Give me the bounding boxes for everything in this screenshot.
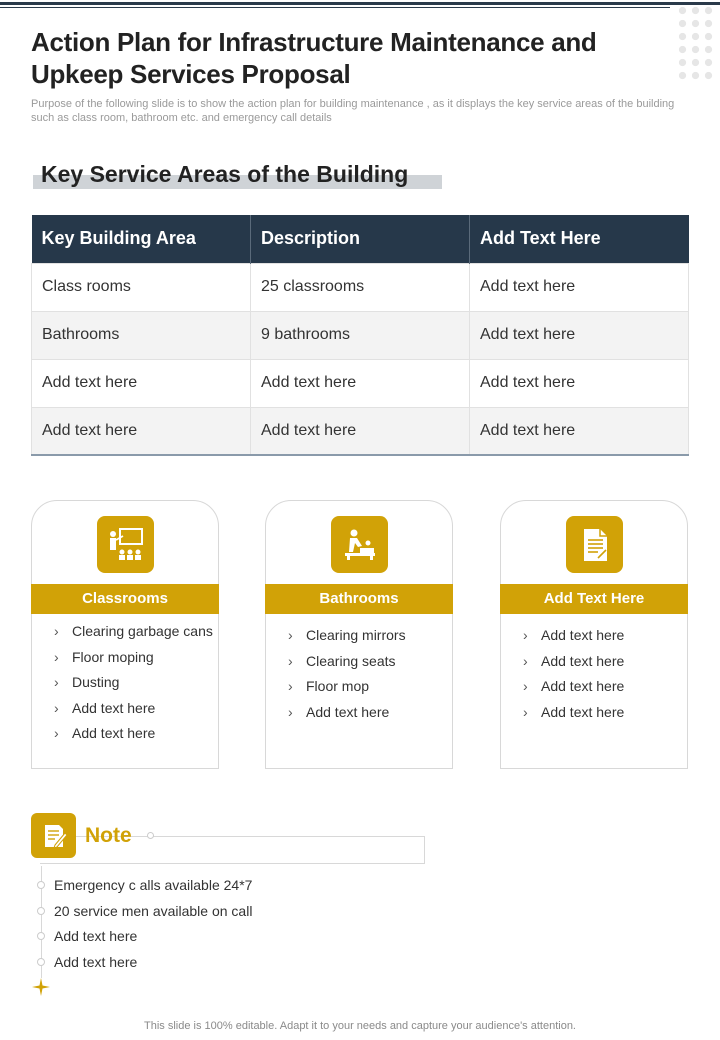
card-title: Bathrooms xyxy=(265,584,453,614)
list-item: Add text here xyxy=(54,927,252,953)
list-item: › Clearing seats xyxy=(288,652,448,670)
list-item: › Add text here xyxy=(523,626,683,644)
list-item: › Add text here xyxy=(288,703,448,721)
list-item: › Clearing mirrors xyxy=(288,626,448,644)
decorative-dots xyxy=(676,4,716,80)
table-header-row xyxy=(32,215,689,263)
table-cell: Add text here xyxy=(251,407,470,455)
table-cell: Add text here xyxy=(470,263,689,311)
table-header-cell: Key Building Area xyxy=(32,215,251,263)
list-item: › Add text here xyxy=(523,652,683,670)
table-row xyxy=(32,311,689,359)
table-row xyxy=(32,359,689,407)
table-row xyxy=(32,407,689,455)
table-row xyxy=(32,263,689,311)
bathrooms-card xyxy=(265,500,453,769)
list-item: Add text here xyxy=(54,953,252,979)
note-icon xyxy=(31,813,76,858)
document-icon xyxy=(566,516,623,573)
table-cell: Class rooms xyxy=(32,263,251,311)
list-item: › Dusting xyxy=(54,673,214,691)
table-cell: 25 classrooms xyxy=(251,263,470,311)
footer-text: This slide is 100% editable. Adapt it to your needs and capture your audience's attention. xyxy=(144,1020,576,1032)
table-cell: Add text here xyxy=(32,407,251,455)
top-rule-thin xyxy=(0,7,670,8)
card-title: Add Text Here xyxy=(500,584,688,614)
list-item: › Clearing garbage cans xyxy=(54,622,214,640)
list-item: 20 service men available on call xyxy=(54,902,252,928)
card-title: Classrooms xyxy=(31,584,219,614)
table-cell: 9 bathrooms xyxy=(251,311,470,359)
card-list xyxy=(523,626,683,728)
note-connector-dot xyxy=(147,832,154,839)
classroom-icon xyxy=(97,516,154,573)
table-cell: Add text here xyxy=(32,359,251,407)
bathroom-icon xyxy=(331,516,388,573)
table-header-cell: Description xyxy=(251,215,470,263)
sparkle-icon xyxy=(31,977,51,997)
list-item: › Floor mop xyxy=(288,677,448,695)
table-header-cell: Add Text Here xyxy=(470,215,689,263)
table-cell: Add text here xyxy=(470,311,689,359)
card-list xyxy=(54,622,214,750)
section-heading xyxy=(33,161,442,191)
list-item: › Add text here xyxy=(523,703,683,721)
table-cell: Bathrooms xyxy=(32,311,251,359)
list-item: › Add text here xyxy=(54,724,214,742)
list-item: › Add text here xyxy=(523,677,683,695)
list-item: Emergency c alls available 24*7 xyxy=(54,876,252,902)
table-cell: Add text here xyxy=(470,407,689,455)
table-cell: Add text here xyxy=(470,359,689,407)
list-item: › Add text here xyxy=(54,699,214,717)
page-title: Action Plan for Infrastructure Maintenance and Upkeep Services Proposal xyxy=(31,27,597,89)
service-areas-table xyxy=(31,215,689,456)
page-subtitle: Purpose of the following slide is to show the action plan for building maintenance , as it displays the key service areas of the building such as class room, bathroom etc. and emergency call details xyxy=(31,98,675,124)
section-heading-text: Key Service Areas of the Building xyxy=(41,161,409,187)
classrooms-card xyxy=(31,500,219,769)
table-cell: Add text here xyxy=(251,359,470,407)
add-text-card xyxy=(500,500,688,769)
list-item: › Floor moping xyxy=(54,648,214,666)
card-list xyxy=(288,626,448,728)
note-list xyxy=(54,876,252,979)
top-rule xyxy=(0,2,720,5)
note-title: Note xyxy=(85,824,132,847)
